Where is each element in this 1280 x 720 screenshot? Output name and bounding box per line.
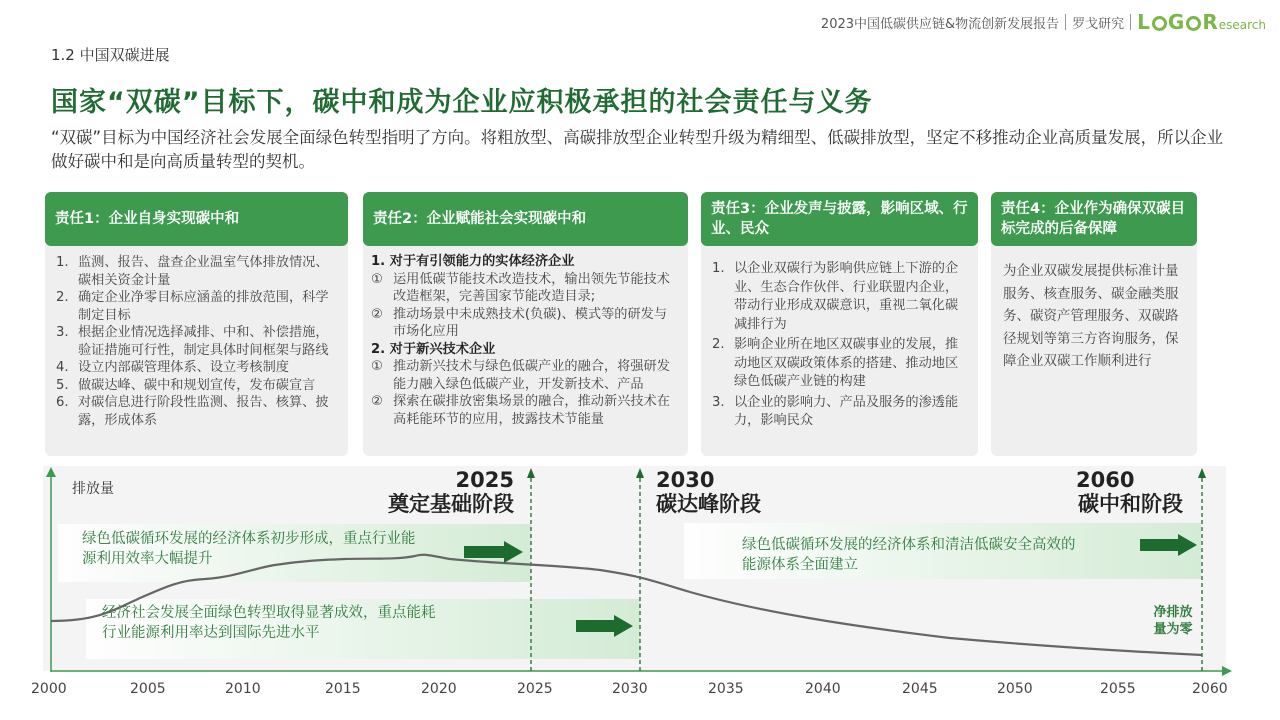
stage-description-2060: 绿色低碳循环发展的经济体系和清洁低碳安全高效的能源体系全面建立 bbox=[742, 537, 1076, 573]
logrsearch-logo: L G R esearch bbox=[1137, 10, 1266, 34]
x-tick-label: 2040 bbox=[805, 681, 841, 697]
report-title: 2023中国低碳供应链&物流创新发展报告 bbox=[820, 16, 1060, 32]
x-tick-label: 2030 bbox=[612, 681, 648, 697]
milestone-2060: 2060 碳中和阶段 bbox=[1076, 468, 1183, 516]
list-item: 4. 设立内部碳管理体系、设立考核制度 bbox=[56, 360, 289, 375]
page-title: 国家“双碳”目标下，碳中和成为企业应积极承担的社会责任与义务 bbox=[51, 87, 873, 118]
y-axis-arrow-icon bbox=[46, 467, 56, 477]
list-item: ① 推动新兴技术与绿色低碳产业的融合，将强研发能力融入绿色低碳产业，开发新技术、产品 bbox=[371, 359, 670, 392]
x-tick-label: 2000 bbox=[31, 681, 67, 697]
org-name: 罗戈研究 bbox=[1072, 16, 1125, 32]
card-body: 为企业双碳发展提供标准计量服务、核查服务、碳金融类服务、碳资产管理服务、双碳路径规划等第三方咨询服务，保障企业双碳工作顺利进行 bbox=[1003, 263, 1179, 369]
milestone-arrow-icon bbox=[636, 468, 644, 478]
milestone-2030: 2030 碳达峰阶段 bbox=[656, 468, 761, 516]
x-tick-label: 2020 bbox=[421, 681, 457, 697]
intro-paragraph: “双碳”目标为中国经济社会发展全面绿色转型指明了方向。将粗放型、高碳排放型企业转型升级为精细型、低碳排放型，坚定不移推动企业高质量发展，所以企业做好碳中和是向高质量转型的契机。 bbox=[51, 128, 1224, 171]
arrow-right-icon bbox=[1140, 534, 1197, 556]
arrow-right-icon bbox=[464, 541, 523, 563]
x-axis-arrow-icon bbox=[1222, 666, 1232, 676]
stage-description-2030: 经济社会发展全面绿色转型取得显著成效，重点能耗行业能源利用率达到国际先进水平 bbox=[102, 605, 436, 641]
y-axis-label: 排放量 bbox=[72, 481, 114, 497]
x-tick-label: 2035 bbox=[708, 681, 744, 697]
list-item: ② 推动场景中未成熟技术(负碳)、模式等的研发与市场化应用 bbox=[371, 306, 668, 339]
list-item: 1. 监测、报告、盘查企业温室气体排放情况、碳相关资金计量 bbox=[56, 255, 329, 288]
x-tick-label: 2010 bbox=[225, 681, 261, 697]
list-item: 2. 确定企业净零目标应涵盖的排放范围，科学制定目标 bbox=[56, 290, 329, 323]
card-heading: 责任3：企业发声与披露，影响区域、行业、民众 bbox=[701, 192, 978, 246]
list-item: ① 运用低碳节能技术改造技术，输出领先节能技术改造框架，完善国家节能改造目录; bbox=[371, 271, 670, 304]
x-tick-label: 2050 bbox=[997, 681, 1033, 697]
arrow-right-icon bbox=[576, 615, 633, 637]
x-tick-label: 2015 bbox=[325, 681, 361, 697]
section-label: 1.2 中国双碳进展 bbox=[51, 46, 170, 64]
card-heading: 责任4：企业作为确保双碳目标完成的后备保障 bbox=[991, 192, 1197, 246]
milestone-arrow-icon bbox=[1198, 468, 1206, 478]
list-item: 2. 影响企业所在地区双碳事业的发展，推动地区双碳政策体系的搭建、推动地区绿色低碳产业链的构建 bbox=[712, 337, 959, 389]
card-heading: 责任1：企业自身实现碳中和 bbox=[45, 192, 348, 246]
x-tick-label: 2005 bbox=[130, 681, 166, 697]
list-item: ② 探索在碳排放密集场景的融合，推动新兴技术在高耗能环节的应用，披露技术节能量 bbox=[371, 394, 670, 427]
x-tick-label: 2055 bbox=[1100, 681, 1136, 697]
list-item: 5. 做碳达峰、碳中和规划宣传，发布碳宣言 bbox=[56, 377, 316, 393]
sub-heading: 1. 对于有引领能力的实体经济企业 bbox=[371, 254, 575, 269]
x-tick-label: 2025 bbox=[517, 681, 553, 697]
net-zero-label: 净排放量为零 bbox=[1153, 605, 1193, 637]
x-tick-label: 2060 bbox=[1192, 681, 1228, 697]
list-item: 3. 以企业的影响力、产品及服务的渗透能力，影响民众 bbox=[712, 394, 959, 428]
stage-description-2025: 绿色低碳循环发展的经济体系初步形成，重点行业能源利用效率大幅提升 bbox=[82, 531, 416, 567]
list-item: 6. 对碳信息进行阶段性监测、报告、核算、披露，形成体系 bbox=[56, 395, 329, 428]
list-item: 3. 根据企业情况选择减排、中和、补偿措施，验证措施可行性，制定具体时间框架与路线 bbox=[56, 325, 329, 358]
list-item: 1. 以企业双碳行为影响供应链上下游的企业、生态合作伙伴、行业联盟内企业，带动行业形成双碳意识，重视二氧化碳减排行为 bbox=[712, 261, 959, 332]
milestone-arrow-icon bbox=[527, 468, 535, 478]
card-heading: 责任2：企业赋能社会实现碳中和 bbox=[363, 192, 688, 246]
x-tick-label: 2045 bbox=[902, 681, 938, 697]
sub-heading: 2. 对于新兴技术企业 bbox=[371, 341, 496, 357]
milestone-2025: 2025 奠定基础阶段 bbox=[388, 468, 514, 516]
